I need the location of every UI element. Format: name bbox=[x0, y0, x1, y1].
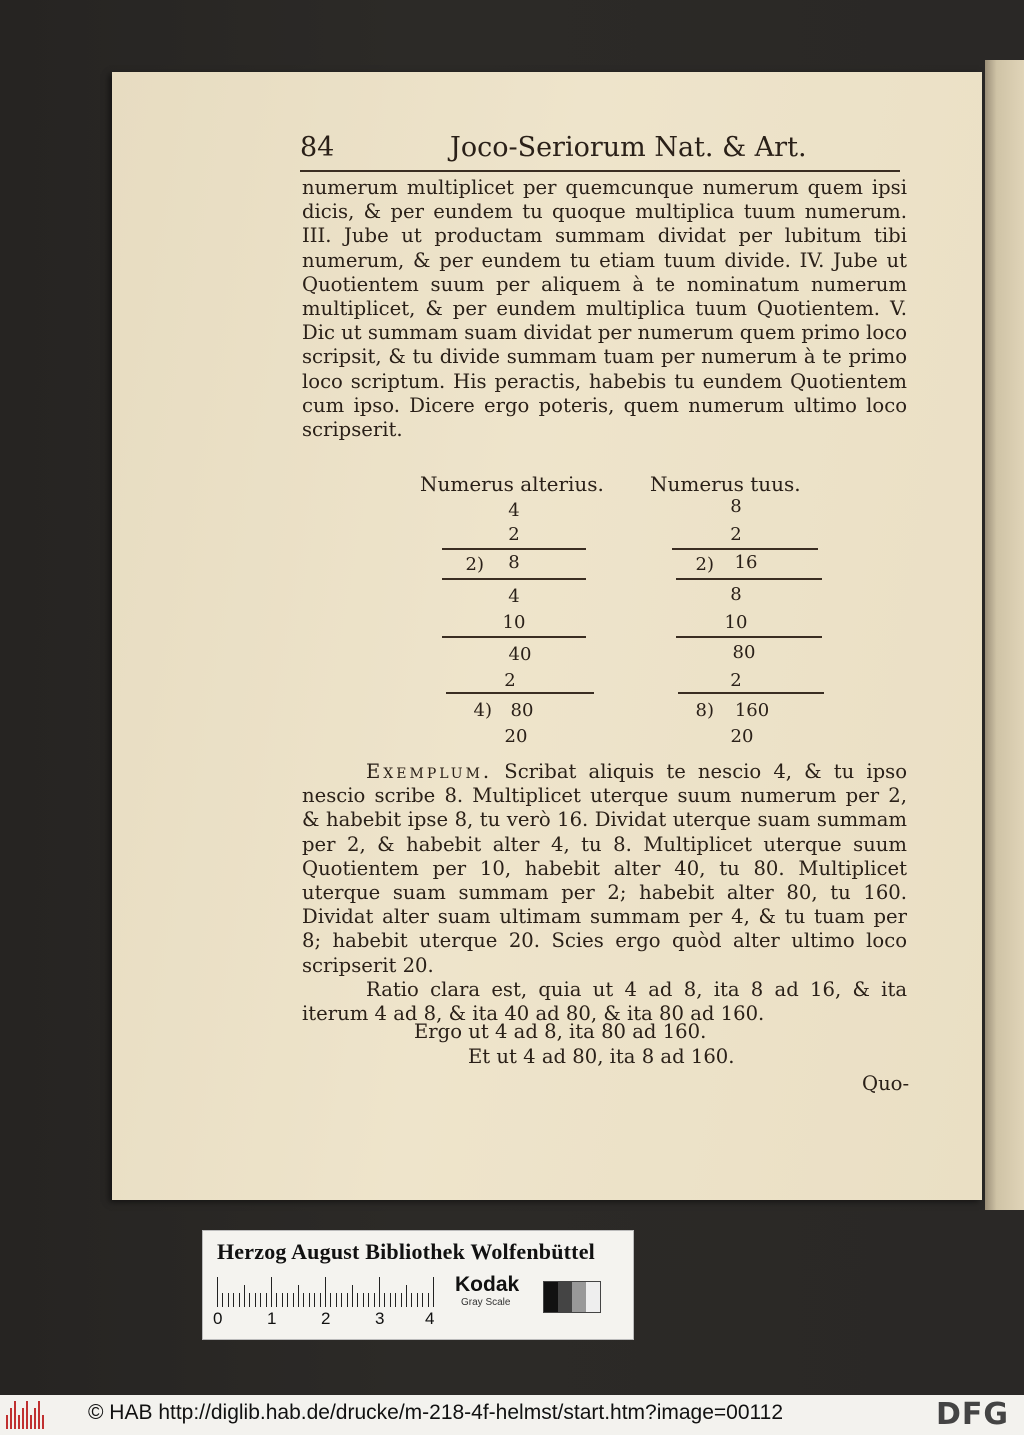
ruler-tick bbox=[330, 1293, 331, 1307]
example-paragraph bbox=[302, 760, 907, 978]
left-final-quotient: 20 bbox=[504, 726, 528, 747]
left-multiplier: 10 bbox=[502, 612, 526, 633]
running-title: Joco-Seriorum Nat. & Art. bbox=[450, 132, 807, 163]
proportion-line: Ergo ut 4 ad 8, ita 80 ad 160. bbox=[414, 1020, 707, 1043]
brand-name: Kodak bbox=[455, 1273, 520, 1296]
calculation-table bbox=[412, 472, 832, 752]
logo-bar bbox=[22, 1408, 24, 1429]
right-final-quotient: 20 bbox=[730, 726, 754, 747]
ruler-tick bbox=[379, 1277, 380, 1307]
right-result: 80 bbox=[732, 642, 756, 663]
ruler-tick bbox=[374, 1293, 375, 1307]
ruler-tick bbox=[249, 1293, 250, 1307]
ruler-tick bbox=[320, 1293, 321, 1307]
ruler-tick bbox=[293, 1293, 294, 1307]
next-page-edge bbox=[985, 60, 1024, 1210]
logo-bar bbox=[14, 1401, 16, 1429]
calc-rule bbox=[442, 548, 586, 550]
ruler-number: 0 bbox=[213, 1309, 223, 1328]
calc-rule bbox=[676, 578, 822, 580]
right-result: 160 bbox=[734, 700, 770, 721]
ruler-number: 3 bbox=[375, 1309, 385, 1328]
logo-bar bbox=[18, 1415, 20, 1429]
right-column-header: Numerus tuus. bbox=[650, 472, 801, 496]
ruler-tick bbox=[271, 1277, 272, 1307]
library-name: Herzog August Bibliothek Wolfenbüttel bbox=[217, 1239, 595, 1264]
right-result: 16 bbox=[734, 552, 758, 573]
gray-swatches bbox=[543, 1281, 601, 1313]
calc-rule bbox=[442, 636, 586, 638]
left-divisor: 2) bbox=[465, 554, 484, 575]
left-multiplier: 2 bbox=[508, 524, 520, 545]
ruler-tick bbox=[266, 1293, 267, 1307]
ruler-tick bbox=[363, 1293, 364, 1307]
ruler-tick bbox=[390, 1293, 391, 1307]
paragraph: numerum multiplicet per quemcunque numerum quem ipsi dicis, & per eundem tu quoque multiplica tuum numerum. III. Jube ut productam summam dividat per lubitum tibi numerum, & per eundem tu etiam tuum divide. IV. Jube ut Quotientem suum per aliquem à te nominatum numerum multiplicet, & per eundem multiplica tuum Quotientem. V. Dic ut summam suam dividat per numerum quem primo loco scripsit, & tu divide summam tuam per numerum à te primo loco scriptum. His peractis, habebis tu eundem Quotientem cum ipso. Dicere ergo poteris, quem numerum ultimo loco scripserit. bbox=[302, 176, 907, 442]
calc-rule bbox=[442, 578, 586, 580]
ruler-tick bbox=[233, 1293, 234, 1307]
ruler-tick bbox=[282, 1293, 283, 1307]
footer-bar bbox=[0, 1395, 1024, 1435]
ruler-tick bbox=[368, 1293, 369, 1307]
color-reference-card bbox=[202, 1230, 634, 1340]
right-quotient: 8 bbox=[730, 584, 742, 605]
ruler-tick bbox=[384, 1293, 385, 1307]
ruler-tick bbox=[287, 1293, 288, 1307]
ruler-tick bbox=[298, 1285, 299, 1307]
left-quotient: 4 bbox=[508, 586, 520, 607]
ruler-tick bbox=[255, 1293, 256, 1307]
logo-bar bbox=[30, 1415, 32, 1429]
ruler-tick bbox=[433, 1277, 434, 1307]
right-multiplier: 2 bbox=[730, 524, 742, 545]
dfg-logo: DFG bbox=[936, 1397, 1010, 1432]
book-page bbox=[112, 72, 982, 1200]
right-divisor: 2) bbox=[695, 554, 714, 575]
page-number: 84 bbox=[300, 132, 335, 163]
ruler-tick bbox=[352, 1285, 353, 1307]
ruler-tick bbox=[228, 1293, 229, 1307]
proportion-line: Et ut 4 ad 80, ita 8 ad 160. bbox=[468, 1045, 735, 1068]
logo-bar bbox=[38, 1401, 40, 1429]
example-body: Scribat aliquis te nescio 4, & tu ipso nescio scribe 8. Multiplicet uterque suum numerum per 2, & habebit ipse 8, tu verò 16. Dividat uterque suam summam per 2, & habebit alter 4, tu 8. Multiplicet uterque suum Quotientem per 10, habebit alter 40, tu 80. Multiplicet uterque suam summam per 2; habebit alter 80, tu 160. Dividat alter suam ultimam summam per 4, & tu tuam per 8; habebit uterque 20. Scies ergo quòd alter ultimo loco scripserit 20. bbox=[302, 760, 907, 977]
page-header bbox=[300, 132, 900, 172]
body-text bbox=[302, 176, 907, 442]
ruler-number: 2 bbox=[321, 1309, 331, 1328]
ruler-tick bbox=[325, 1277, 326, 1307]
calc-rule bbox=[672, 548, 818, 550]
footer-url[interactable]: © HAB http://diglib.hab.de/drucke/m-218-4f-helmst/start.htm?image=00112 bbox=[88, 1401, 784, 1424]
ruler-tick bbox=[217, 1277, 218, 1307]
ruler-tick bbox=[260, 1293, 261, 1307]
left-multiplier: 2 bbox=[504, 670, 516, 691]
logo-bar bbox=[6, 1415, 8, 1429]
catchword: Quo- bbox=[862, 1072, 910, 1095]
ruler-tick bbox=[341, 1293, 342, 1307]
brand-subtitle: Gray Scale bbox=[461, 1297, 511, 1308]
left-value: 4 bbox=[508, 500, 520, 521]
calc-rule bbox=[678, 692, 824, 694]
ruler-tick bbox=[422, 1293, 423, 1307]
right-multiplier: 2 bbox=[730, 670, 742, 691]
header-rule bbox=[300, 170, 900, 172]
calc-rule bbox=[446, 692, 594, 694]
left-divisor: 4) bbox=[473, 700, 492, 721]
ruler-tick bbox=[309, 1293, 310, 1307]
ruler-tick bbox=[411, 1293, 412, 1307]
ruler-tick bbox=[314, 1293, 315, 1307]
ruler-tick bbox=[401, 1293, 402, 1307]
ruler-tick bbox=[395, 1293, 396, 1307]
ruler-tick bbox=[347, 1293, 348, 1307]
ruler-tick bbox=[239, 1293, 240, 1307]
logo-bar bbox=[34, 1408, 36, 1429]
example-label: Exemplum. bbox=[366, 760, 493, 783]
ruler-tick bbox=[222, 1293, 223, 1307]
calc-rule bbox=[676, 636, 822, 638]
logo-bar bbox=[42, 1415, 44, 1429]
left-result: 40 bbox=[508, 644, 532, 665]
ruler-tick bbox=[303, 1293, 304, 1307]
right-multiplier: 10 bbox=[724, 612, 748, 633]
left-result: 80 bbox=[510, 700, 534, 721]
ruler-tick bbox=[428, 1293, 429, 1307]
ratio-paragraph: Ratio clara est, quia ut 4 ad 8, ita 8 ad 16, & ita iterum 4 ad 8, & ita 40 ad 80, & ita 80 ad 160. bbox=[302, 977, 907, 1026]
ruler-number: 4 bbox=[425, 1309, 435, 1328]
example-section bbox=[302, 760, 907, 1026]
ruler-tick bbox=[276, 1293, 277, 1307]
ruler-tick bbox=[357, 1293, 358, 1307]
ruler-number: 1 bbox=[267, 1309, 277, 1328]
logo-bar bbox=[10, 1408, 12, 1429]
left-column-header: Numerus alterius. bbox=[420, 472, 604, 496]
right-value: 8 bbox=[730, 496, 742, 517]
left-result: 8 bbox=[508, 552, 520, 573]
hab-logo-icon bbox=[6, 1401, 48, 1429]
ruler-tick bbox=[406, 1285, 407, 1307]
right-divisor: 8) bbox=[695, 700, 714, 721]
ruler-tick bbox=[244, 1285, 245, 1307]
logo-bar bbox=[26, 1401, 28, 1429]
ruler-tick bbox=[336, 1293, 337, 1307]
ruler-tick bbox=[417, 1293, 418, 1307]
scale-ruler bbox=[217, 1277, 437, 1307]
